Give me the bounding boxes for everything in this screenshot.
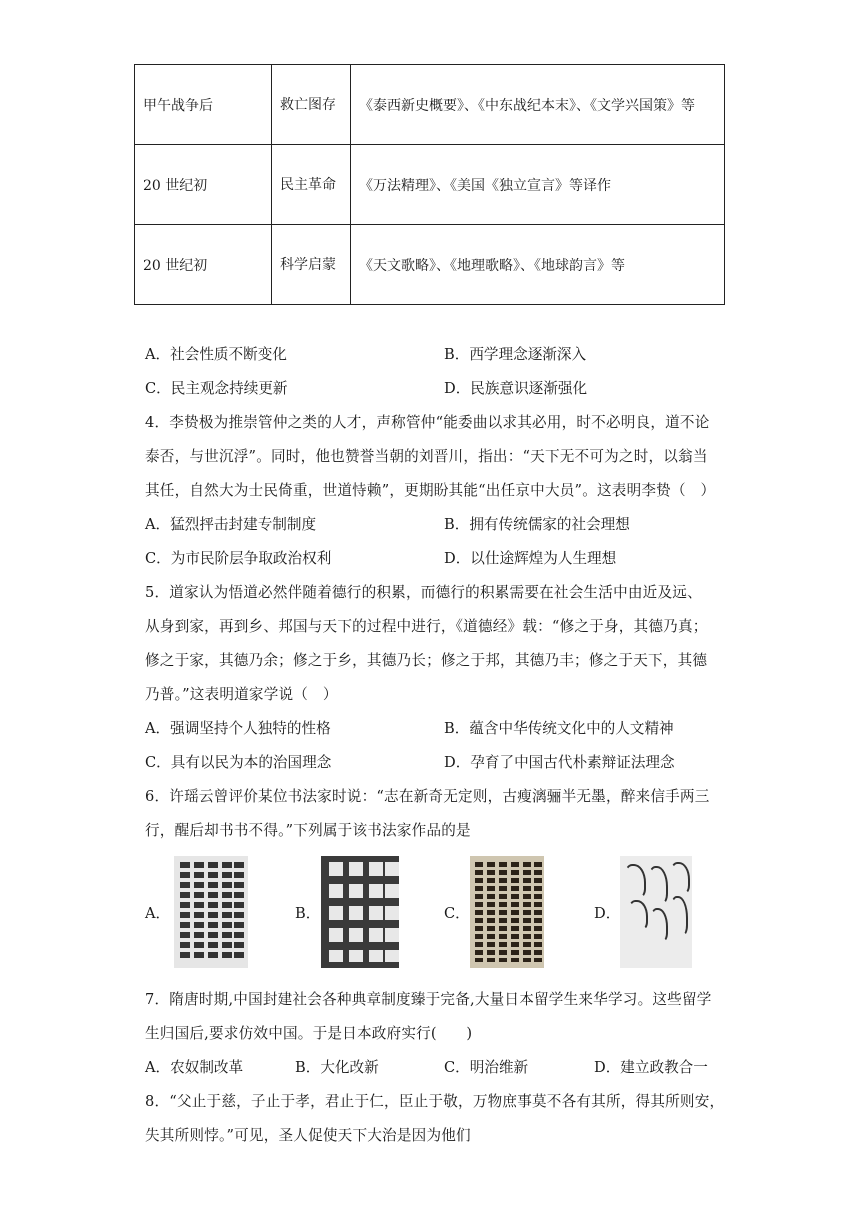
q5-text-line: 修之于家，其德乃余；修之于乡，其德乃长；修之于邦，其德乃丰；修之于天下，其德 bbox=[145, 652, 708, 669]
q5-text-line: 从身到家，再到乡、邦国与天下的过程中进行，《道德经》载：“修之于身，其德乃真； bbox=[145, 618, 708, 635]
calligraphy-image-a[interactable] bbox=[174, 856, 248, 968]
q6-option-c-label[interactable]: C． bbox=[444, 905, 470, 922]
q5-option-c[interactable]: C．具有以民为本的治国理念 bbox=[145, 754, 332, 771]
q7-text-line: 生归国后,要求仿效中国。于是日本政府实行( ) bbox=[145, 1025, 473, 1042]
q5-option-a[interactable]: A．强调坚持个人独特的性格 bbox=[145, 720, 331, 737]
calligraphy-image-d[interactable] bbox=[620, 856, 692, 968]
table-cell-theme: 救亡图存 bbox=[272, 65, 351, 145]
q4-option-c[interactable]: C．为市民阶层争取政治权利 bbox=[145, 550, 332, 567]
q6-text-line: 6．许瑶云曾评价某位书法家时说：“志在新奇无定则，古瘦漓骊半无墨，醉来信手两三 bbox=[145, 788, 710, 805]
q6-option-b-label[interactable]: B． bbox=[295, 905, 321, 922]
q7-text-line: 7．隋唐时期,中国封建社会各种典章制度臻于完备,大量日本留学生来华学习。这些留学 bbox=[145, 991, 712, 1008]
table-row bbox=[135, 65, 725, 145]
table-cell-theme: 民主革命 bbox=[272, 145, 351, 225]
q5-text-line: 乃普。”这表明道家学说（ ） bbox=[145, 686, 338, 703]
q3-option-d[interactable]: D．民族意识逐渐强化 bbox=[444, 380, 588, 397]
q5-option-d[interactable]: D．孕育了中国古代朴素辩证法理念 bbox=[444, 754, 675, 771]
table-cell-works: 《泰西新史概要》、《中东战纪本末》、《文学兴国策》等 bbox=[351, 65, 725, 145]
table-row bbox=[135, 145, 725, 225]
q4-option-a[interactable]: A．猛烈抨击封建专制制度 bbox=[145, 516, 317, 533]
q4-option-b[interactable]: B．拥有传统儒家的社会理想 bbox=[444, 516, 630, 533]
q6-option-a-label[interactable]: A． bbox=[145, 905, 171, 922]
calligraphy-image-b[interactable] bbox=[321, 856, 399, 968]
history-table bbox=[134, 64, 725, 305]
calligraphy-image-c[interactable] bbox=[470, 856, 544, 968]
q3-option-b[interactable]: B．西学理念逐渐深入 bbox=[444, 346, 587, 363]
table-cell-period: 20 世纪初 bbox=[135, 145, 272, 225]
table-cell-works: 《天文歌略》、《地理歌略》、《地球韵言》等 bbox=[351, 225, 725, 305]
q7-option-b[interactable]: B．大化改新 bbox=[295, 1059, 379, 1076]
q7-option-d[interactable]: D．建立政教合一 bbox=[594, 1059, 708, 1076]
q4-text-line: 泰否，与世沉浮”。同时，他也赞誉当朝的刘晋川，指出：“天下无不可为之时，以翁当 bbox=[145, 448, 708, 465]
q7-option-c[interactable]: C．明治维新 bbox=[444, 1059, 529, 1076]
q5-option-b[interactable]: B．蕴含中华传统文化中的人文精神 bbox=[444, 720, 674, 737]
q5-text-line: 5．道家认为悟道必然伴随着德行的积累，而德行的积累需要在社会生活中由近及远、 bbox=[145, 584, 702, 601]
table-cell-period: 20 世纪初 bbox=[135, 225, 272, 305]
table-cell-period: 甲午战争后 bbox=[135, 65, 272, 145]
q6-option-d-label[interactable]: D． bbox=[594, 905, 621, 922]
q6-text-line: 行，醒后却书书不得。”下列属于该书法家作品的是 bbox=[145, 822, 471, 839]
q3-option-a[interactable]: A．社会性质不断变化 bbox=[145, 346, 287, 363]
q4-text-line: 4．李贽极为推崇管仲之类的人才，声称管仲“能委曲以求其必用，时不必明良，道不论 bbox=[145, 414, 710, 431]
q8-text-line: 失其所则悖。”可见，圣人促使天下大治是因为他们 bbox=[145, 1127, 471, 1144]
table-row bbox=[135, 225, 725, 305]
q4-text-line: 其任，自然大为士民倚重，世道恃赖”，更期盼其能“出任京中大员”。这表明李贽（ ） bbox=[145, 482, 716, 499]
table-cell-theme: 科学启蒙 bbox=[272, 225, 351, 305]
q7-option-a[interactable]: A．农奴制改革 bbox=[145, 1059, 244, 1076]
q4-option-d[interactable]: D．以仕途辉煌为人生理想 bbox=[444, 550, 617, 567]
q8-text-line: 8．“父止于慈，子止于孝，君止于仁，臣止于敬，万物庶事莫不各有其所，得其所则安， bbox=[145, 1093, 725, 1110]
table-cell-works: 《万法精理》、《美国《独立宣言》等译作 bbox=[351, 145, 725, 225]
q3-option-c[interactable]: C．民主观念持续更新 bbox=[145, 380, 288, 397]
